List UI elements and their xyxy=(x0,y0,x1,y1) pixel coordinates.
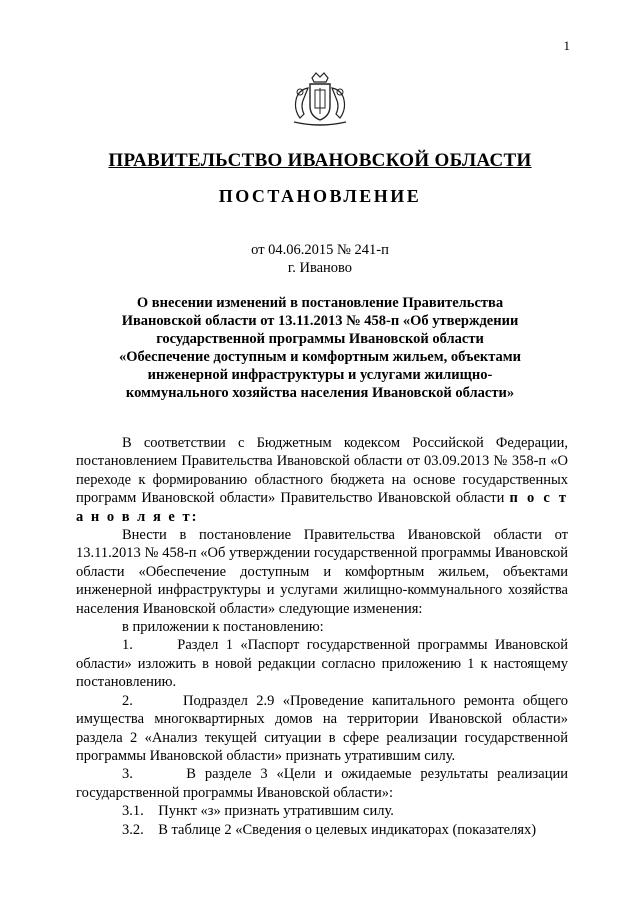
resolves-word: п о с т а н о в л я е т: xyxy=(76,490,569,525)
paragraph-preamble xyxy=(76,434,568,526)
paragraph-item-3: 3. В разделе 3 «Цели и ожидаемые результаты реализации государственной программы Ивановской области»: xyxy=(76,766,568,801)
paragraph-item-3-2: 3.2. В таблице 2 «Сведения о целевых индикаторах (показателях) xyxy=(122,821,537,838)
paragraph-appendix: в приложении к постановлению: xyxy=(122,619,324,636)
paragraph-item-2: 2. Подраздел 2.9 «Проведение капитального ремонта общего имущества многоквартирных домов на территории Ивановской области» раздела 2 «Анализ текущей ситуации в сфере реализации государственной программы Ивановской области» признать утратившим силу. xyxy=(76,692,568,764)
page-number: 1 xyxy=(563,38,570,53)
preamble-text: В соответствии с Бюджетным кодексом Российской Федерации, постановлением Правительства Ивановской области от 03.09.2013 № 358-п «О переходе к формированию областного бюджета на основе государственных программ Ивановской области» Правительство Ивановской области xyxy=(76,435,568,507)
paragraph-item-3-1: 3.1. Пункт «з» признать утратившим силу. xyxy=(122,803,394,820)
decree-city: г. Иваново xyxy=(287,260,353,276)
paragraph-item-1: 1. Раздел 1 «Паспорт государственной программы Ивановской области» изложить в новой редакции согласно приложению 1 к настоящему постановлению. xyxy=(76,637,568,691)
decree-title: ПОСТАНОВЛЕНИЕ xyxy=(218,186,422,206)
government-title: ПРАВИТЕЛЬСТВО ИВАНОВСКОЙ ОБЛАСТИ xyxy=(108,150,532,171)
decree-subject: О внесении изменений в постановление Правительства Ивановской области от 13.11.2013 № 458-п «Об утверждении государственной программы Ивановской области «Обеспечение доступным и комфортным жильем, объектами инженерной инфраструктуры и услугами жилищно-коммунального хозяйства населения Ивановской области» xyxy=(118,295,522,401)
decree-body xyxy=(76,434,568,839)
coat-of-arms-icon xyxy=(288,70,352,128)
paragraph-amend: Внести в постановление Правительства Ивановской области от 13.11.2013 № 458-п «Об утверждении государственной программы Ивановской области «Обеспечение доступным и комфортным жильем, объектами инженерной инфраструктуры и услугами жилищно-коммунального хозяйства населения Ивановской области» следующие изменения: xyxy=(76,527,568,617)
decree-date: от 04.06.2015 № 241-п xyxy=(251,242,389,258)
